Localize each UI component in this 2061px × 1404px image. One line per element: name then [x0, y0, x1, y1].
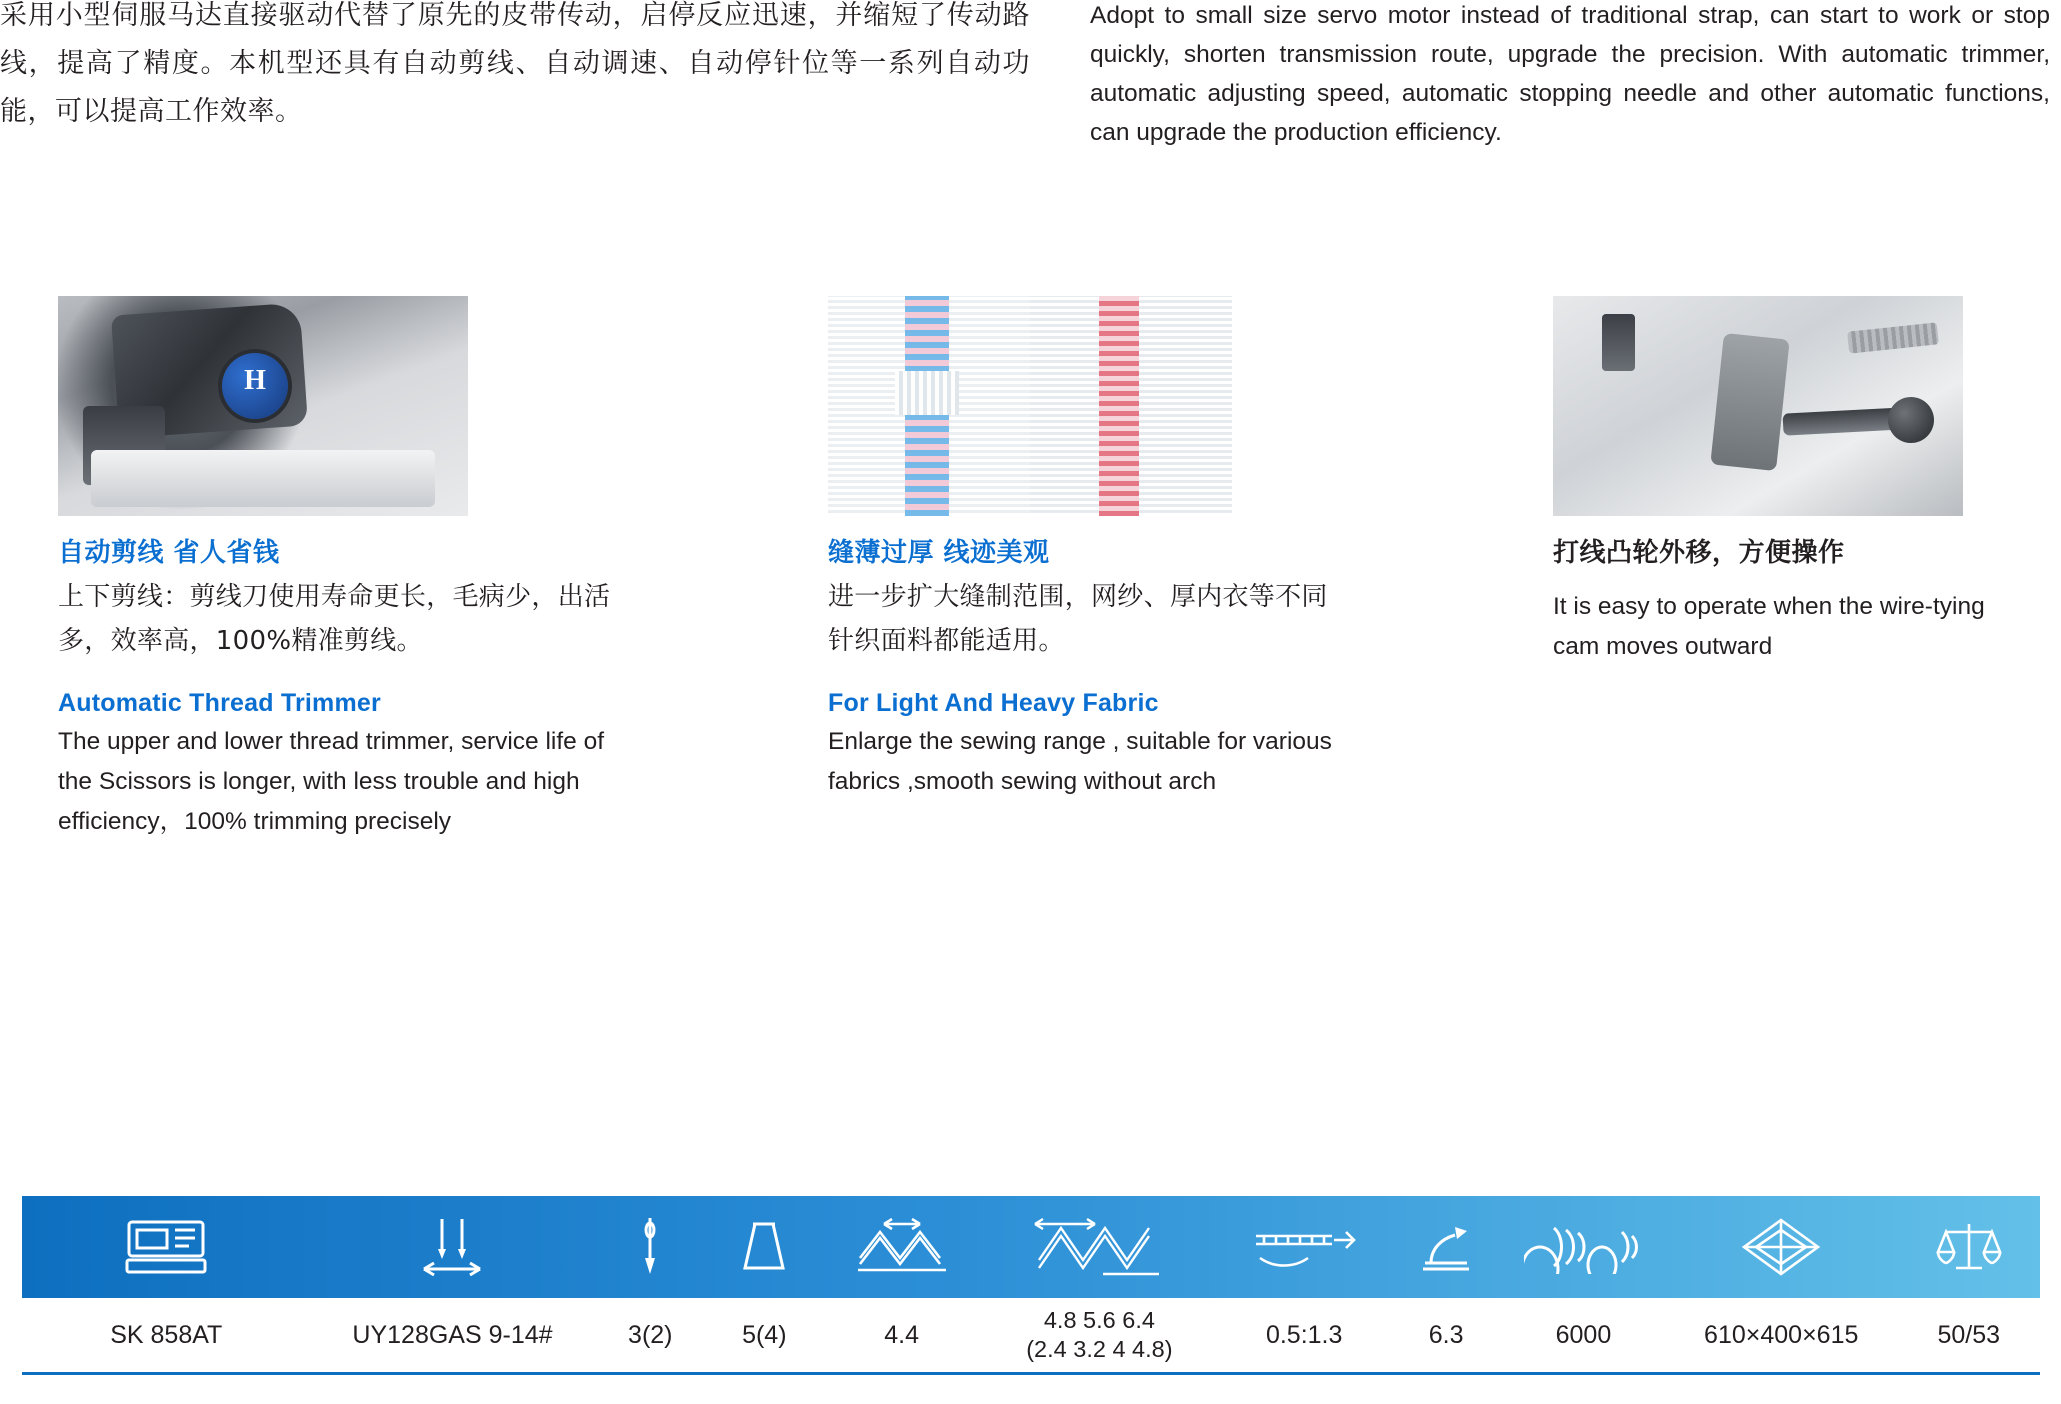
presser-foot-lift-icon — [1390, 1196, 1502, 1298]
fabric-stitch-photo — [828, 296, 1232, 516]
feature-2-title-cn: 缝薄过厚 线迹美观 — [828, 538, 1050, 568]
spec-value-stitch-pattern-line2: (2.4 3.2 4 4.8) — [1026, 1336, 1173, 1362]
speed-rpm-icon — [1502, 1196, 1665, 1298]
dimensions-icon — [1665, 1196, 1898, 1298]
needle-distance-icon — [311, 1196, 595, 1298]
spec-value-differential-feed: 0.5:1.3 — [1265, 1321, 1343, 1349]
spec-value-thread-count: 5(4) — [742, 1321, 787, 1349]
feature-2-body-cn: 进一步扩大缝制范围，网纱、厚内衣等不同针织面料都能适用。 — [828, 582, 1328, 656]
spec-value-dimensions: 610×400×615 — [1704, 1321, 1859, 1349]
weight-scale-icon — [1898, 1196, 2040, 1298]
spec-value-stitch-pattern-line1: 4.8 5.6 6.4 — [1043, 1307, 1155, 1333]
feature-block-light-heavy-fabric — [828, 296, 1348, 802]
feature-2-title-en: For Light And Heavy Fabric — [828, 689, 1159, 717]
spec-value-weight: 50/53 — [1937, 1321, 2001, 1349]
thread-trimmer-photo — [58, 296, 468, 516]
spec-value-stitch-width: 4.4 — [884, 1321, 919, 1349]
wire-tying-cam-photo — [1553, 296, 1963, 516]
spec-value-speed: 6000 — [1555, 1321, 1612, 1349]
feature-3-body-en: It is easy to operate when the wire-tying cam moves outward — [1553, 593, 1985, 660]
feature-block-thread-trimmer — [58, 296, 618, 842]
feature-block-wire-tying-cam — [1553, 296, 2033, 667]
stitch-pattern-icon — [981, 1196, 1218, 1298]
differential-feed-icon — [1218, 1196, 1390, 1298]
needle-icon — [594, 1196, 706, 1298]
intro-paragraph-english: Adopt to small size servo motor instead of traditional strap, can start to work or stop quickly, shorten transmission route, upgrade the precision. With automatic trimmer, automatic adjusting speed, automatic stopping needle and other automatic functions, can upgrade the production efficiency. — [1090, 2, 2050, 146]
spec-value-model: SK 858AT — [110, 1321, 223, 1349]
feature-3-title-cn: 打线凸轮外移，方便操作 — [1553, 538, 1845, 568]
feature-1-body-en: The upper and lower thread trimmer, service life of the Scissors is longer, with less trouble and high efficiency，100% trimming precisely — [58, 728, 605, 835]
intro-paragraph-chinese: 采用小型伺服马达直接驱动代替了原先的皮带传动，启停反应迅速，并缩短了传动路线，提高了精度。本机型还具有自动剪线、自动调速、自动停针位等一系列自动功能，可以提高工作效率。 — [0, 0, 1030, 127]
feature-2-body-en: Enlarge the sewing range , suitable for various fabrics ,smooth sewing without arch — [828, 728, 1332, 795]
feature-1-title-cn: 自动剪线 省人省钱 — [58, 538, 280, 568]
spec-value-needle-type: UY128GAS 9-14# — [352, 1321, 553, 1349]
spec-value-presser-foot-lift: 6.3 — [1428, 1321, 1464, 1349]
spec-value-stitch-pattern — [981, 1298, 1218, 1372]
spec-value-needle-count: 3(2) — [628, 1321, 673, 1349]
bobbin-icon — [706, 1196, 822, 1298]
spec-icon-row — [22, 1196, 2040, 1298]
sewing-machine-icon — [22, 1196, 311, 1298]
feature-1-title-en: Automatic Thread Trimmer — [58, 689, 381, 717]
spec-value-row — [22, 1298, 2040, 1375]
feature-1-body-cn: 上下剪线：剪线刀使用寿命更长，毛病少，出活多，效率高，100%精准剪线。 — [58, 582, 611, 656]
specification-table — [22, 1196, 2040, 1375]
stitch-width-icon — [822, 1196, 980, 1298]
